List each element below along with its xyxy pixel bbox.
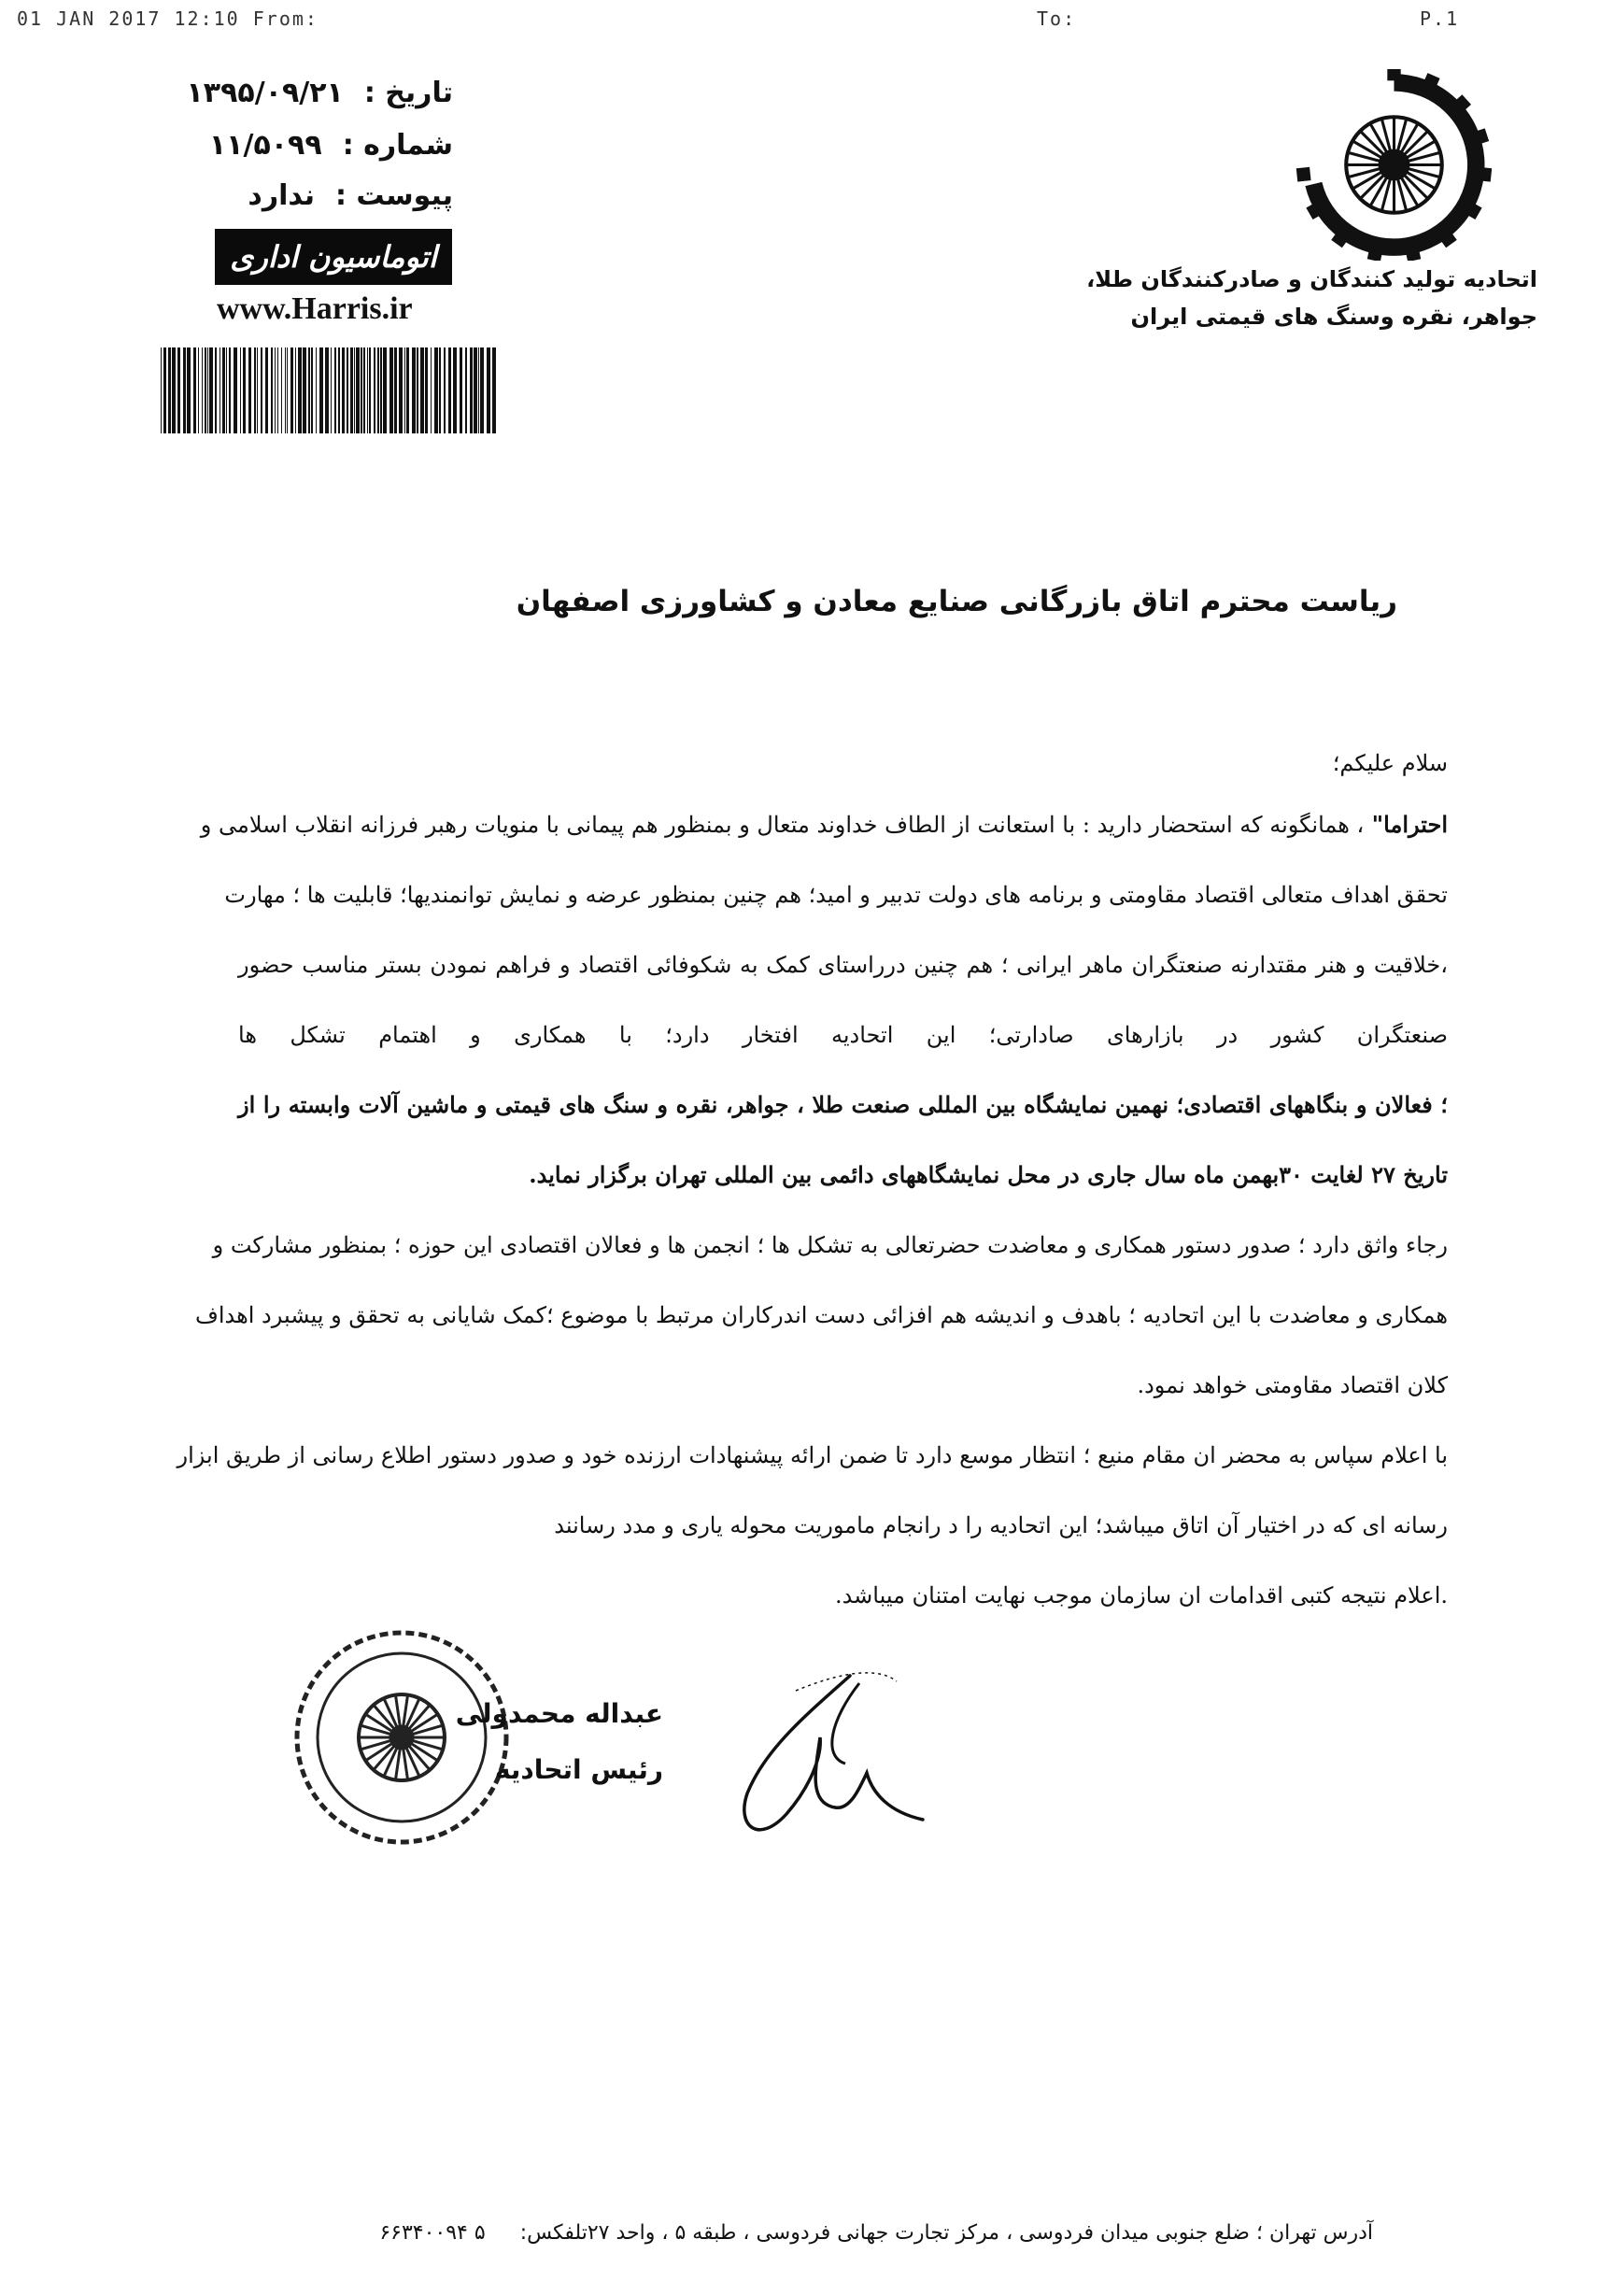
paragraph-line (200, 804, 1448, 874)
number-row (168, 129, 453, 162)
addressee: ریاست محترم اتاق بازرگانی صنایع معادن و کشاورزی اصفهان (516, 585, 1397, 618)
paragraph-2 (194, 1225, 1448, 1435)
fax-header-page: P.1 (1420, 7, 1460, 30)
paragraph-line: رسانه ای که در اختیار آن اتاق میباشد؛ این اتحادیه را د رانجام ماموریت محوله یاری و مدد رسانند (554, 1512, 1448, 1538)
barcode (161, 347, 497, 433)
official-seal-icon (290, 1625, 514, 1850)
letter-body (177, 743, 1448, 1645)
phone-label: تلفکس: (519, 2221, 588, 2245)
website-label: www.Harris.ir (217, 291, 413, 326)
address-text: آدرس تهران ؛ ضلع جنوبی میدان فردوسی ، مرکز تجارت جهانی فردوسی ، طبقه ۵ ، واحد ۲۷ (587, 2221, 1373, 2245)
line-text: صنعتگران کشور در بازارهای صادارتی؛ این اتحادیه افتخار دارد؛ با همکاری و اهتمام تشکل ها (238, 1022, 1448, 1048)
number-label: شماره : (342, 129, 453, 162)
paragraph-line: همکاری و معاضدت با این اتحادیه ؛ باهدف و اندیشه هم افزائی دست اندرکاران مرتبط با موضوع ؛کمک شایانی به تحقق و پیشبرد اهداف (194, 1302, 1448, 1328)
signer-title: رئیس اتحادیه (494, 1754, 663, 1785)
phone-value: ۵ ۶۶۳۴۰۰۹۴ (379, 2221, 486, 2245)
organization-name-line2: جواهر، نقره وسنگ های قیمتی ایران (1130, 304, 1537, 330)
date-label: تاریخ : (363, 77, 453, 109)
line-text: تاریخ ۲۷ لغایت ۳۰بهمن ماه سال جاری در محل نمایشگاههای دائمی بین المللی تهران برگزار نماید. (529, 1161, 1448, 1188)
office-automation-stamp: اتوماسیون اداری (215, 229, 452, 285)
line-text: ، همانگونه که استحضار دارید : با استعانت از الطاف خداوند متعال و بمنظور هم پیمانی با منویات رهبر فرزانه انقلاب اسلامی و (200, 812, 1365, 838)
paragraph-line: با اعلام سپاس به محضر ان مقام منیع ؛ انتظار موسع دارد تا ضمن ارائه پیشنهادات ارزنده خود و صدور دستور اطلاع رسانی از طریق ابزار (177, 1442, 1448, 1468)
signer-name: عبداله محمدولی (455, 1698, 663, 1729)
paragraph-line: کلان اقتصاد مقاومتی خواهد نمود. (1137, 1372, 1448, 1398)
paragraph-line: رجاء واثق دارد ؛ صدور دستور همکاری و معاضدت حضرتعالی به تشکل ها ؛ انجمن ها و فعالان اقتصادی این حوزه ؛ بمنظور مشارکت و (212, 1232, 1448, 1258)
line-text: ؛ فعالان و بنگاههای اقتصادی؛ نهمین نمایشگاه بین المللی صنعت طلا ، جواهر، نقره و سنگ های قیمتی و ماشین آلات وابسته را از (238, 1091, 1448, 1118)
line-text: ،خلاقیت و هنر مقتدارنه صنعتگران ماهر ایرانی ؛ هم چنین درراستای کمک به شکوفائی اقتصاد و فراهم نمودن بستر مناسب حضور (238, 952, 1448, 978)
fax-header-to: To: (1037, 7, 1077, 30)
greeting: سلام علیکم؛ (1332, 750, 1448, 776)
paragraph-line: .اعلام نتیجه کتبی اقدامات ان سازمان موجب نهایت امتنان میباشد. (834, 1582, 1448, 1609)
attachment-row (168, 179, 453, 212)
footer-address (318, 2221, 1373, 2245)
paragraph-1 (200, 804, 1448, 1225)
attachment-label: پیوست : (334, 179, 453, 212)
paragraph-line (238, 1014, 1448, 1084)
paragraph-line (238, 944, 1448, 1014)
handwritten-signature-icon (710, 1653, 943, 1850)
line-text: تحقق اهداف متعالی اقتصاد مقاومتی و برنامه های دولت تدبیر و امید؛ هم چنین بمنظور عرضه و نمایش توانمندیها؛ قابلیت ها ؛ مهارت (224, 882, 1448, 908)
paragraph-line (238, 1155, 1448, 1225)
union-logo-icon (1294, 69, 1494, 261)
salutation-word: احتراما" (1364, 811, 1448, 838)
attachment-value: ندارد (248, 179, 315, 212)
number-value: ۱۱/۵۰۹۹ (208, 129, 322, 162)
fax-header-date: 01 JAN 2017 12:10 From: (17, 7, 319, 30)
organization-name-line1: اتحادیه تولید کنندگان و صادرکنندگان طلا، (1086, 266, 1537, 292)
paragraph-line (238, 1084, 1448, 1155)
date-value: ۱۳۹۵/۰۹/۲۱ (186, 77, 344, 109)
date-row (168, 77, 453, 109)
paragraph-3 (177, 1435, 1448, 1645)
paragraph-line (224, 874, 1448, 944)
